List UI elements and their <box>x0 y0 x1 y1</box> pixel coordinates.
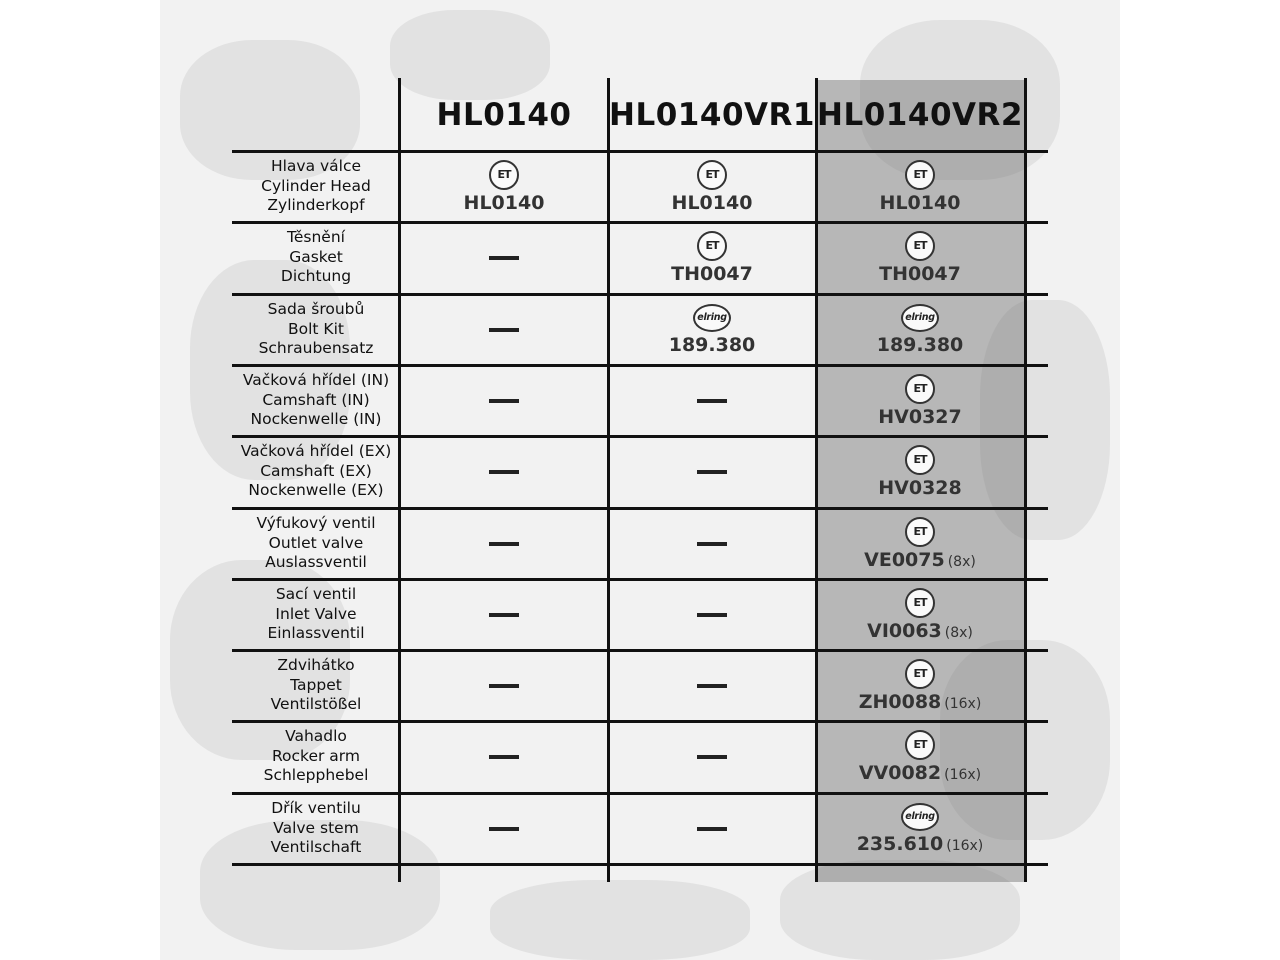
row-label-line: Zylinderkopf <box>267 196 365 215</box>
row-label <box>232 722 400 791</box>
row-label-line: Dichtung <box>280 267 352 286</box>
row-label-line: Inlet Valve <box>275 604 357 623</box>
row-label-line: Hlava válce <box>270 157 362 176</box>
not-included-dash <box>697 755 727 759</box>
table-cell <box>608 437 816 506</box>
row-label <box>232 437 400 506</box>
table-cell <box>400 509 608 578</box>
not-included-dash <box>489 542 519 546</box>
row-label-line: Vačková hřídel (EX) <box>240 442 392 461</box>
logo-text: ET <box>497 168 511 181</box>
logo-text: ET <box>913 382 927 395</box>
part-number: 189.380 <box>668 333 756 356</box>
et-engineteam-logo-icon <box>905 730 935 760</box>
part-code <box>859 691 982 713</box>
elring-logo-icon <box>901 803 939 831</box>
row-label-line: Nockenwelle (IN) <box>250 410 382 429</box>
column-header-1: HL0140 <box>436 97 572 133</box>
row-label-line: Ventilschaft <box>270 838 362 857</box>
et-engineteam-logo-icon <box>905 659 935 689</box>
part-code <box>864 549 976 571</box>
not-included-dash <box>489 755 519 759</box>
row-label-line: Camshaft (IN) <box>262 390 370 409</box>
row-label-line: Sací ventil <box>275 585 357 604</box>
column-header-3: HL0140VR2 <box>817 97 1023 133</box>
row-label-line: Einlassventil <box>267 624 365 643</box>
table-cell <box>608 651 816 720</box>
row-label-line: Tappet <box>290 675 342 694</box>
logo-text: ET <box>913 453 927 466</box>
logo-text: ET <box>913 596 927 609</box>
part-quantity: (16x) <box>944 695 982 712</box>
logo-text: elring <box>905 312 935 323</box>
row-label-line: Rocker arm <box>271 746 361 765</box>
table-cell <box>608 366 816 435</box>
table-cell <box>608 223 816 292</box>
row-label-line: Outlet valve <box>268 533 364 552</box>
row-label-line: Nockenwelle (EX) <box>248 481 384 500</box>
table-cell <box>400 152 608 221</box>
row-label-line: Bolt Kit <box>288 319 344 338</box>
elring-logo-icon <box>901 304 939 332</box>
row-label-line: Vahadlo <box>285 727 347 746</box>
part-number: HL0140 <box>879 191 961 214</box>
part-number: TH0047 <box>879 262 961 285</box>
part-code <box>878 477 962 499</box>
row-label-line: Ventilstößel <box>270 695 362 714</box>
et-engineteam-logo-icon <box>905 160 935 190</box>
table-cell <box>400 651 608 720</box>
et-engineteam-logo-icon <box>905 588 935 618</box>
table-cell <box>608 722 816 791</box>
row-label-line: Těsnění <box>287 228 345 247</box>
et-engineteam-logo-icon <box>697 160 727 190</box>
row-label-line: Sada šroubů <box>267 300 365 319</box>
logo-text: ET <box>913 738 927 751</box>
not-included-dash <box>697 399 727 403</box>
part-number: TH0047 <box>671 262 753 285</box>
table-cell <box>400 722 608 791</box>
part-number: 235.610 <box>856 832 944 855</box>
table-cell <box>400 366 608 435</box>
row-label-line: Camshaft (EX) <box>260 461 372 480</box>
table-cell <box>608 152 816 221</box>
table-cell <box>400 580 608 649</box>
part-quantity: (8x) <box>947 553 976 570</box>
not-included-dash <box>697 613 727 617</box>
part-number: HL0140 <box>671 191 753 214</box>
table-cell <box>400 437 608 506</box>
row-label-line: Valve stem <box>273 818 359 837</box>
table-cell <box>400 794 608 863</box>
part-quantity: (16x) <box>944 766 982 783</box>
row-label <box>232 651 400 720</box>
logo-text: ET <box>913 525 927 538</box>
not-included-dash <box>489 256 519 260</box>
row-label-line: Cylinder Head <box>261 176 371 195</box>
part-code <box>669 334 756 356</box>
et-engineteam-logo-icon <box>905 445 935 475</box>
table-cell <box>816 152 1024 221</box>
not-included-dash <box>697 827 727 831</box>
part-code <box>859 762 981 784</box>
table-cell <box>608 509 816 578</box>
not-included-dash <box>489 684 519 688</box>
et-engineteam-logo-icon <box>905 374 935 404</box>
table-cell <box>608 295 816 364</box>
table-cell <box>400 223 608 292</box>
table-cell <box>816 366 1024 435</box>
part-code <box>880 192 961 214</box>
column-header-2: HL0140VR1 <box>609 97 815 133</box>
row-label-line: Dřík ventilu <box>271 799 361 818</box>
et-engineteam-logo-icon <box>905 517 935 547</box>
row-label <box>232 152 400 221</box>
row-label <box>232 223 400 292</box>
logo-text: ET <box>705 168 719 181</box>
part-code <box>879 263 961 285</box>
part-code <box>867 620 973 642</box>
part-code <box>857 833 984 855</box>
part-number: ZH0088 <box>858 690 942 713</box>
not-included-dash <box>697 684 727 688</box>
logo-text: elring <box>697 312 727 323</box>
row-label <box>232 509 400 578</box>
not-included-dash <box>697 470 727 474</box>
row-label-line: Zdvihátko <box>277 656 355 675</box>
row-label <box>232 794 400 863</box>
table-cell <box>816 651 1024 720</box>
table-cell <box>400 295 608 364</box>
part-number: 189.380 <box>876 333 964 356</box>
table-cell <box>816 509 1024 578</box>
part-quantity: (16x) <box>946 837 984 854</box>
et-engineteam-logo-icon <box>905 231 935 261</box>
logo-text: ET <box>913 239 927 252</box>
part-number: HL0140 <box>463 191 545 214</box>
row-label-line: Schlepphebel <box>263 766 369 785</box>
et-engineteam-logo-icon <box>489 160 519 190</box>
part-code <box>464 192 545 214</box>
row-label-line: Gasket <box>289 247 343 266</box>
row-label-line: Výfukový ventil <box>256 514 376 533</box>
not-included-dash <box>489 399 519 403</box>
not-included-dash <box>489 328 519 332</box>
row-label-line: Auslassventil <box>265 553 367 572</box>
row-label-line: Schraubensatz <box>258 339 374 358</box>
part-code <box>672 192 753 214</box>
not-included-dash <box>697 542 727 546</box>
part-code <box>671 263 753 285</box>
logo-text: ET <box>913 168 927 181</box>
not-included-dash <box>489 827 519 831</box>
table-cell <box>608 794 816 863</box>
table-cell <box>816 580 1024 649</box>
not-included-dash <box>489 470 519 474</box>
table-cell <box>816 437 1024 506</box>
table-cell <box>816 722 1024 791</box>
logo-text: elring <box>905 811 935 822</box>
row-label <box>232 366 400 435</box>
row-label <box>232 295 400 364</box>
table-cell <box>816 223 1024 292</box>
part-number: HV0328 <box>878 476 962 499</box>
logo-text: ET <box>705 239 719 252</box>
part-code <box>877 334 964 356</box>
et-engineteam-logo-icon <box>697 231 727 261</box>
table-cell <box>816 295 1024 364</box>
logo-text: ET <box>913 667 927 680</box>
part-number: VI0063 <box>867 619 942 642</box>
elring-logo-icon <box>693 304 731 332</box>
part-code <box>878 406 962 428</box>
part-quantity: (8x) <box>944 624 973 641</box>
table-cell <box>816 794 1024 863</box>
part-number: VV0082 <box>858 761 942 784</box>
part-number: HV0327 <box>878 405 962 428</box>
table-cell <box>608 580 816 649</box>
row-label-line: Vačková hřídel (IN) <box>242 371 390 390</box>
not-included-dash <box>489 613 519 617</box>
row-label <box>232 580 400 649</box>
part-number: VE0075 <box>864 548 945 571</box>
grid-vline <box>1024 78 1027 882</box>
grid-hline <box>232 863 1048 866</box>
